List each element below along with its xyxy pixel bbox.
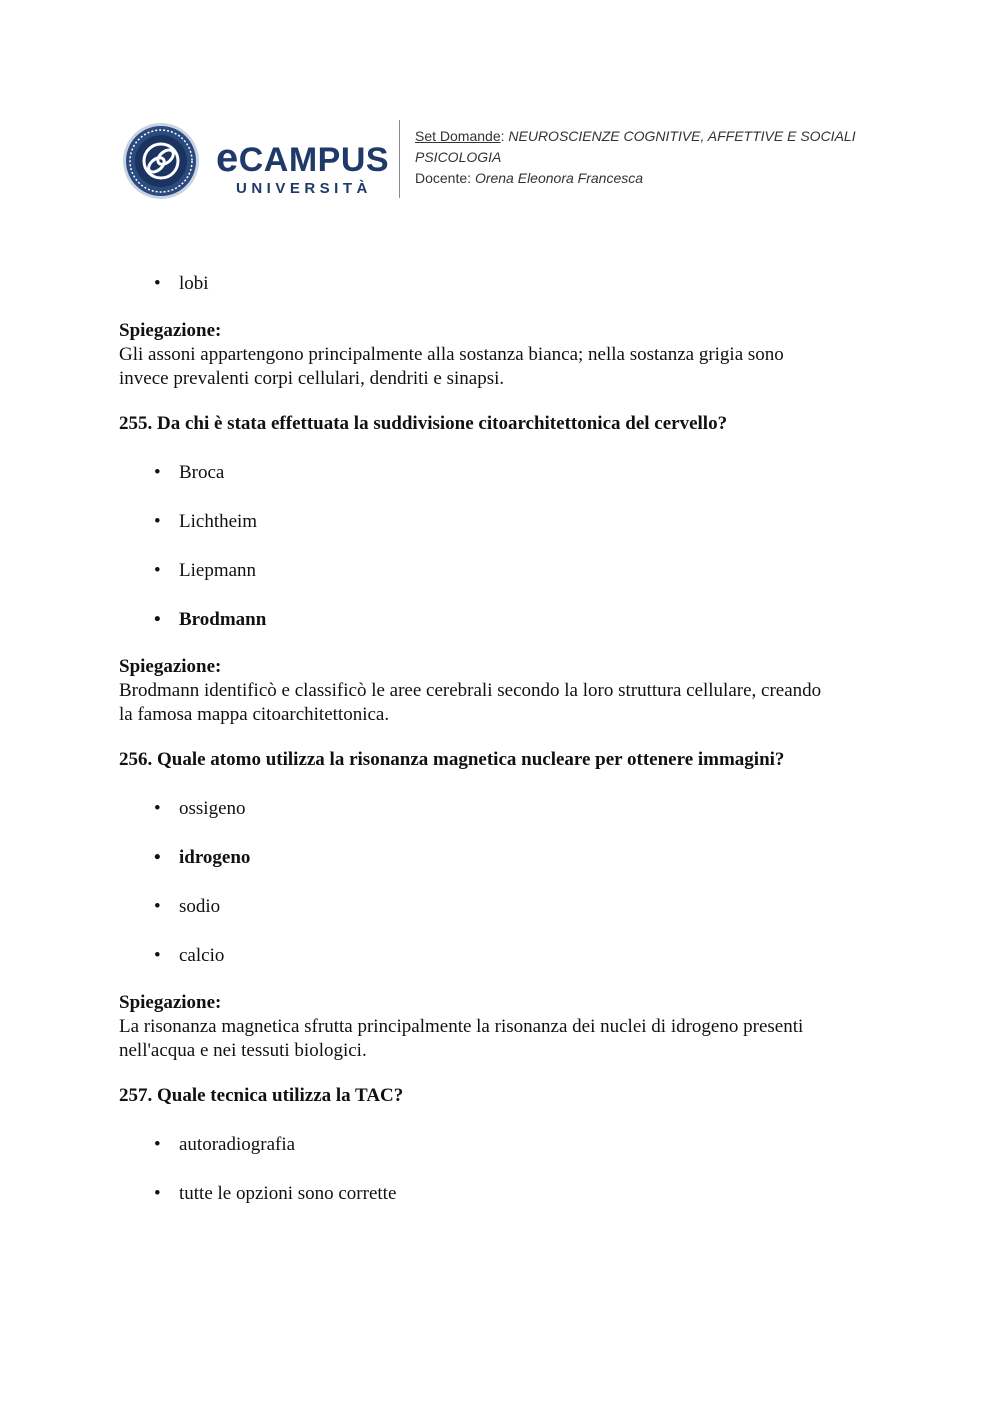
list-item <box>154 1134 295 1156</box>
explanation-line: invece prevalenti corpi cellulari, dendriti e sinapsi. <box>119 368 505 389</box>
ecampus-wordmark <box>216 136 390 197</box>
option-text: sodio <box>179 896 221 917</box>
header-divider <box>399 120 400 198</box>
list-item <box>154 273 209 295</box>
option-text: autoradiografia <box>179 1134 296 1155</box>
question-title: 255. Da chi è stata effettuata la suddivisione citoarchitettonica del cervello? <box>119 413 728 434</box>
bullet-icon: • <box>154 462 161 483</box>
option-text: calcio <box>179 945 225 966</box>
explanation-line: la famosa mappa citoarchitettonica. <box>119 704 390 725</box>
list-item <box>154 511 257 533</box>
logo-brand-rest: CAMPUS <box>238 141 390 179</box>
explanation-label: Spiegazione: <box>119 656 222 677</box>
set-separator: : <box>500 128 509 144</box>
explanation-label: Spiegazione: <box>119 992 222 1013</box>
option-text: Liepmann <box>179 560 257 581</box>
ecampus-logo-icon <box>122 122 200 200</box>
explanation-text <box>119 679 821 727</box>
explanation-line: La risonanza magnetica sfrutta principalmente la risonanza dei nuclei di idrogeno presenti <box>119 1016 804 1037</box>
bullet-icon: • <box>154 609 161 630</box>
explanation-line: Brodmann identificò e classificò le aree cerebrali secondo la loro struttura cellulare, creando <box>119 680 822 701</box>
explanation-label: Spiegazione: <box>119 320 222 341</box>
set-line <box>415 126 856 147</box>
set-title: NEUROSCIENZE COGNITIVE, AFFETTIVE E SOCIALI <box>508 128 856 144</box>
bullet-icon: • <box>154 945 161 966</box>
question-title: 256. Quale atomo utilizza la risonanza magnetica nucleare per ottenere immagini? <box>119 749 785 770</box>
list-item <box>154 798 246 820</box>
list-item <box>154 462 224 484</box>
explanation-text <box>119 343 784 391</box>
logo-subtitle: UNIVERSITÀ <box>236 180 372 197</box>
option-text: Lichtheim <box>179 511 258 532</box>
header-info <box>415 126 856 189</box>
list-item <box>154 560 256 582</box>
explanation-line: nell'acqua e nei tessuti biologici. <box>119 1040 367 1061</box>
docente-name: Orena Eleonora Francesca <box>474 170 644 186</box>
bullet-icon: • <box>154 273 161 294</box>
bullet-icon: • <box>154 1183 161 1204</box>
list-item <box>154 896 220 918</box>
list-item <box>154 945 224 967</box>
question-title: 257. Quale tecnica utilizza la TAC? <box>119 1085 404 1106</box>
bullet-icon: • <box>154 798 161 819</box>
bullet-icon: • <box>154 511 161 532</box>
logo-brand <box>216 136 390 180</box>
docente-label: Docente: <box>415 170 475 186</box>
bullet-icon: • <box>154 847 161 868</box>
explanation-text <box>119 1015 803 1063</box>
correct-answer <box>154 609 266 631</box>
option-text: idrogeno <box>179 847 251 868</box>
bullet-icon: • <box>154 1134 161 1155</box>
option-text: Broca <box>179 462 225 483</box>
option-text: lobi <box>179 273 209 294</box>
subject: PSICOLOGIA <box>415 149 502 165</box>
option-text: Brodmann <box>179 609 267 630</box>
set-label: Set Domande <box>415 128 501 144</box>
bullet-icon: • <box>154 560 161 581</box>
logo-brand-e: e <box>216 136 239 180</box>
list-item <box>154 1183 396 1205</box>
subject-line <box>415 147 856 168</box>
correct-answer <box>154 847 250 869</box>
explanation-line: Gli assoni appartengono principalmente alla sostanza bianca; nella sostanza grigia sono <box>119 344 784 365</box>
docente-line <box>415 168 856 189</box>
option-text: ossigeno <box>179 798 246 819</box>
bullet-icon: • <box>154 896 161 917</box>
option-text: tutte le opzioni sono corrette <box>179 1183 397 1204</box>
